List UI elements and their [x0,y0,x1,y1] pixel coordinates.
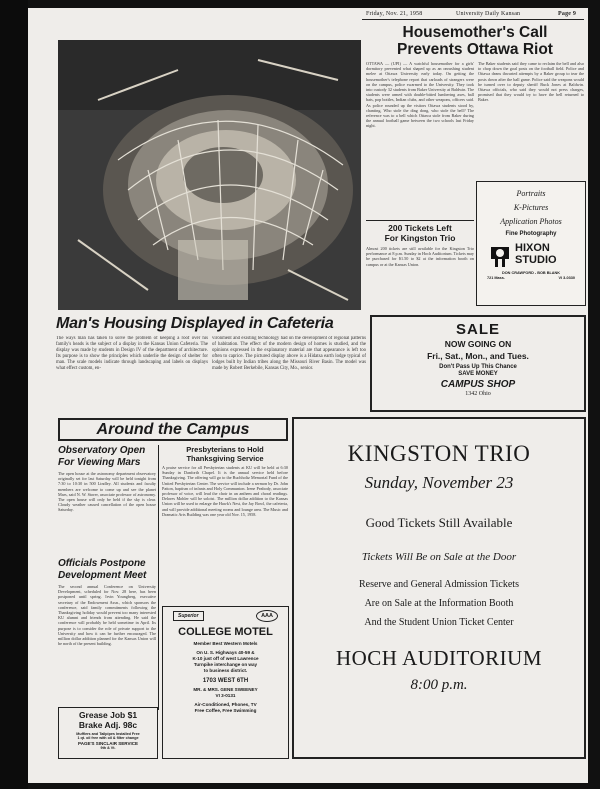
hixon-logo [489,241,585,267]
motel-phone: VI 3-0131 [215,693,236,698]
camera-man-icon [489,241,511,267]
motel-k10: K-10 just off of west Lawrence [192,656,259,661]
kingston-time: 8:00 p.m. [410,677,468,693]
grease-title: Grease Job $1 Brake Adj. 98c [78,710,138,730]
riot-article-col2: The Baker students said they came to reclaim the bell and also to chop down the goal posts on the football field. Police and Ottawa deans thwarted attempts by a Baker group to tear the posts down after the ball game. Police said the weapons would be turned over to deputy sheriff Buck Jones at Baldwin. Ottawa officials, who said they would not press charges, promised that they would try to have the bell returned to Baker. [478,61,584,103]
observatory-headline: Observatory Open For Viewing Mars [58,445,146,468]
observatory-body: The open house at the astronomy department observatory originally set for last Saturday will be held tonight from 7:30 to 10:30 in 500 Lindley. All students and faculty members are welcome to come up and see the planet Mars, said N. W. Storer, associate professor of astronomy. The open house will only be held if the sky is clear. Cloudy weather caused cancellation of the open house Saturday. [58,471,156,513]
tickets-headline: 200 Tickets Left For Kingston Trio [384,223,456,243]
superior-badge: Superior [173,611,204,621]
sale-dont-pass: Don't Pass Up This Chance [439,364,517,370]
sale-address: 1342 Ohio [465,391,491,397]
kingston-info-booth: Are on Sale at the Information Booth [364,598,514,609]
header-page-number: Page 9 [558,11,577,17]
motel-member: Member Best Western Motels [193,641,258,646]
kingston-date: Sunday, November 23 [364,473,514,492]
riot-headline: Housemother's Call Prevents Ottawa Riot [397,24,553,58]
sale-save-money: SAVE MONEY [458,371,498,377]
grease-station-name: PAGE'S SINCLAIR SERVICE [78,741,138,746]
page-edge-shadow [0,0,28,789]
motel-badges [163,607,288,622]
riot-article-col1: OTTAWA — (UPI) — A watchful housemother for a girls' dormitory prevented what shaped up as an onrushing student melee at Ottawa University early today. On getting the housemother's telephone report that carloads of strangers were on the campus, police swarmed to the University. They took into custody 32 students from Baker University at Baldwin. The students were armed with double-bitted lumbering axes, ball bats, pop bottles, Indian clubs, and other weapons, officers said. As police rounded up the visitors Ottawa students stood by, chanting, Who stole the ding dong, who stole the bell? The reference was to a bell which Ottawa stole from Baker during the annual football game between the two schools last Friday night. [366,61,474,129]
motel-turnpike: Turnpike interchange on way [193,662,258,667]
sale-store-name: CAMPUS SHOP [440,379,516,390]
presbyterians-body: A praise service for all Presbyterian students at KU will be held at 6:30 Sunday in Danforth Chapel. It is the annual service held before Thanksgiving. The offering will go to the Buchholtz Memorial Fund of the United Presbyterian Center. The service will include a sermon by Dr. John Patton, baptism of infants and Holy Communion. Irene Peabody, associate professor of voice, will lead the choir in an anthem and choral readings. Delores Mohler will be soloist. The million dollar addition to the Kansas Union will be used to enlarge the Hawk's Nest, the Jay Bowl, the cafeteria, and will provide additional meeting rooms and lounge area. The Music and Dramatic Arts Building was one year old Nov. 15, 1958. [162,465,288,517]
kingston-at-door: Tickets Will Be on Sale at the Door [361,551,517,563]
kingston-trio-ad [292,417,586,759]
hixon-line-application: Application Photos [500,217,562,226]
kingston-venue: HOCH AUDITORIUM [335,646,543,670]
tickets-rule [366,220,474,221]
kingston-union: And the Student Union Ticket Center [364,617,514,628]
earth-lodge-photo [58,40,361,310]
header-rule [362,19,584,20]
sale-now-going-on: NOW GOING ON [444,339,512,349]
hixon-owners: DON CRAWFORD - BOB BLANK [501,271,560,275]
presbyterians-headline: Presbyterians to Hold Thanksgiving Service [186,445,264,463]
campus-column-rule [158,445,159,710]
hixon-studio-ad [476,181,586,306]
housing-headline: Man's Housing Displayed in Cafeteria [56,315,334,332]
housing-article-col2: vironment and existing technology had on the development of regional patterns of habitation. The effect of the modern design of homes is studied, and the opinions expressed in the explanatory material are that appearance is left too often to caprice. The pictured display above is a Hidatsa earth lodge typical of lodges built by Indian tribes along the Missouri River Basin. The model was made by Robert Berkebile, Kansas City, Mo., senior. [212,336,366,371]
earth-lodge-model-image [58,40,361,310]
grease-oil: 1 qt. oil free with oil & filter change [77,736,139,740]
officials-headline: Officials Postpone Development Meet [58,558,147,581]
housing-article-col1: The ways man has taken to solve the problem of keeping a roof over his family's heads is the subject of a display in the Kansas Union Cafeteria. The display was made by students in Design IV of the department of architecture. Its purpose is to show the principles which underlie the design of shelter for man. The scale models indicate through landscaping and labels on displays what effect custom, en- [56,336,208,371]
motel-amenities-2: Free Coffee, Free Swimming [194,708,257,713]
grease-mufflers: Mufflers and Tailpipes Installed Free [76,732,140,736]
motel-highways: On U. S. Highways 40-59 & [196,650,255,655]
sinclair-service-ad [58,707,158,759]
officials-body: The second annual Conference on University Development, scheduled for Nov. 28 here, has been postponed until spring. Irvin Youngberg, executive secretary of the Endowment Assn., which sponsors the conference, said family commitments following the Thanksgiving holiday would prevent too many interested KU alumni and friends from attending. He said the conference will probably be held sometime in April. Its purpose is to consider the role of private support to the University and how it can be further encouraged. The million dollar addition planned for the Kansas Union will be north of the present building. [58,584,156,647]
sale-days: Fri., Sat., Mon., and Tues. [427,351,529,361]
campus-shop-sale-ad [370,315,586,412]
motel-amenities-1: Air-Conditioned, Phones, TV [194,702,257,707]
kingston-reserve: Reserve and General Admission Tickets [359,579,519,590]
around-campus-title: Around the Campus [96,421,250,438]
newspaper-page [28,8,588,783]
header-date: Friday, Nov. 21, 1958 [366,11,423,17]
hixon-line-kpictures: K-Pictures [513,203,549,212]
motel-address: 1703 WEST 6TH [202,678,249,684]
header-paper: University Daily Kansan [456,11,521,17]
around-campus-banner [58,418,288,441]
kingston-good-tickets: Good Tickets Still Available [365,515,513,530]
grease-address: 9th & Vt. [100,746,116,750]
motel-title: COLLEGE MOTEL [178,626,273,638]
hixon-line-portraits: Portraits [516,189,546,198]
aaa-badge: AAA [256,610,278,622]
kingston-title: KINGSTON TRIO [347,441,531,466]
sale-title: SALE [455,321,500,338]
hixon-line-fine-photo: Fine Photography [505,231,557,237]
hixon-contact: 721 Mass. VI 3-0330 [487,276,575,280]
tickets-body: Almost 200 tickets are still available for the Kingston Trio performance at 8 p.m. Sunday in Hoch Auditorium. Tickets may be purchased for $1.50 to $2 at the information booth on campus or at the Kansas Union. [366,246,474,267]
hixon-name: HIXON STUDIO [515,242,557,266]
motel-business: to business district. [203,668,248,673]
motel-owners: MR. & MRS. GENE SWEENEY [193,687,258,692]
college-motel-ad [162,606,289,759]
